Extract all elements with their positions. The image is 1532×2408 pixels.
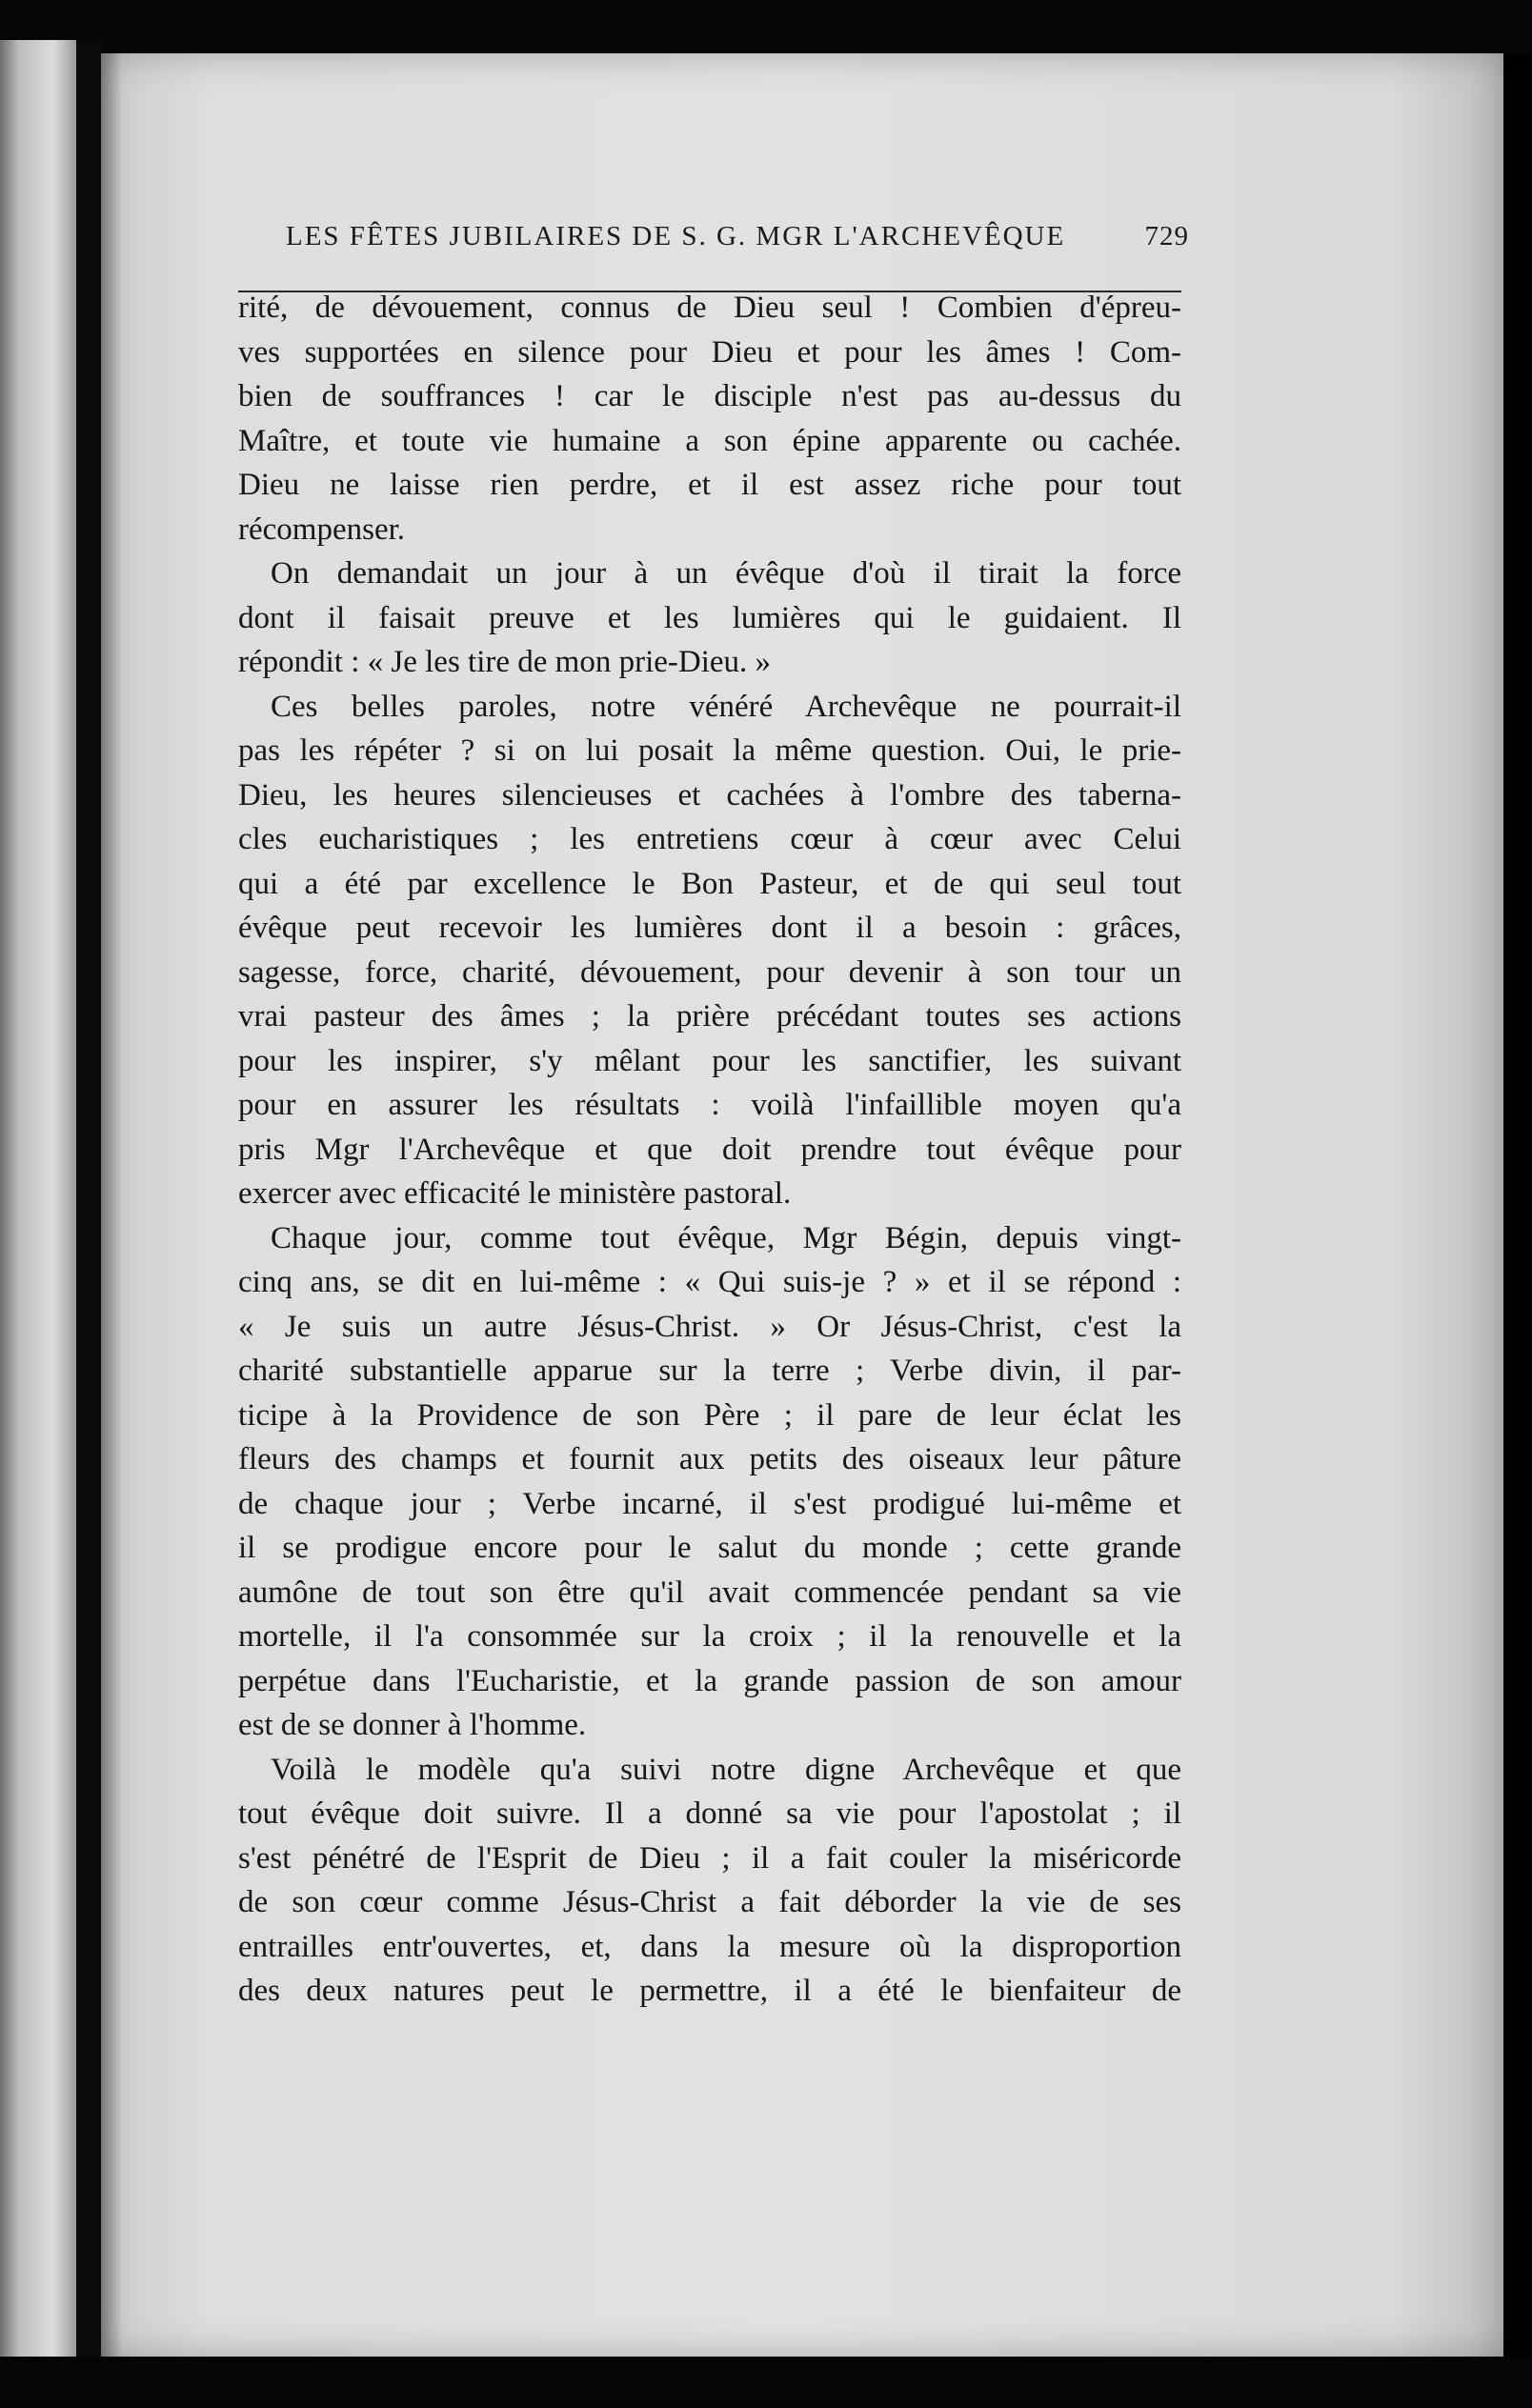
text-line: s'est pénétré de l'Esprit de Dieu ; il a fait couler la miséricorde [238, 1840, 1181, 1876]
text-line: Ces belles paroles, notre vénéré Archevêque ne pourrait-il [271, 689, 1181, 724]
text-line: cinq ans, se dit en lui-même : « Qui suis-je ? » et il se répond : [238, 1265, 1181, 1299]
text-line: exercer avec efficacité le ministère pastoral. [238, 1176, 792, 1211]
text-line: qui a été par excellence le Bon Pasteur, et de qui seul tout [238, 866, 1181, 901]
running-title: LES FÊTES JUBILAIRES DE S. G. MGR L'ARCHEVÊQUE [286, 221, 1066, 251]
text-line: cles eucharistiques ; les entretiens cœur à cœur avec Celui [238, 822, 1181, 856]
paragraph-2 [238, 552, 1181, 685]
text-line: ves supportées en silence pour Dieu et pour les âmes ! Com- [238, 334, 1181, 370]
paragraph-4 [238, 1216, 1181, 1748]
facing-page-edge [0, 40, 76, 2364]
text-line: On demandait un jour à un évêque d'où il tirait la force [271, 556, 1181, 591]
text-line: est de se donner à l'homme. [238, 1708, 587, 1742]
text-line: fleurs des champs et fournit aux petits des oiseaux leur pâture [238, 1442, 1181, 1476]
text-line: pour en assurer les résultats : voilà l'infaillible moyen qu'a [238, 1088, 1181, 1122]
text-line: il se prodigue encore pour le salut du monde ; cette grande [238, 1531, 1181, 1565]
text-line: « Je suis un autre Jésus-Christ. » Or Jésus-Christ, c'est la [238, 1309, 1181, 1344]
text-line: de son cœur comme Jésus-Christ a fait déborder la vie de ses [238, 1885, 1181, 1919]
text-line: aumône de tout son être qu'il avait commencée pendant sa vie [238, 1575, 1181, 1610]
text-line: dont il faisait preuve et les lumières qui le guidaient. Il [238, 600, 1181, 635]
page-number: 729 [1144, 221, 1189, 251]
text-line: des deux natures peut le permettre, il a été le bienfaiteur de [238, 1974, 1181, 2008]
paragraph-5 [238, 1748, 1181, 2014]
paragraph-1 [238, 286, 1181, 552]
text-line: tout évêque doit suivre. Il a donné sa vie pour l'apostolat ; il [238, 1796, 1181, 1831]
text-line: pas les répéter ? si on lui posait la même question. Oui, le prie- [238, 733, 1181, 768]
text-line: ticipe à la Providence de son Père ; il pare de leur éclat les [238, 1397, 1181, 1433]
text-line: perpétue dans l'Eucharistie, et la grande passion de son amour [238, 1663, 1181, 1698]
scan-border-bottom [0, 2357, 1532, 2408]
book-gutter [76, 40, 103, 2383]
paragraph-3 [238, 685, 1181, 1216]
scan-border-top [0, 0, 1532, 55]
text-line: répondit : « Je les tire de mon prie-Dieu. » [238, 645, 772, 679]
text-line: mortelle, il l'a consommée sur la croix ; il la renouvelle et la [238, 1619, 1181, 1654]
text-line: bien de souffrances ! car le disciple n'est pas au-dessus du [238, 379, 1181, 413]
running-head [286, 221, 1189, 252]
text-line: récompenser. [238, 512, 406, 547]
text-line: Voilà le modèle qu'a suivi notre digne Archevêque et que [271, 1752, 1181, 1787]
text-line: de chaque jour ; Verbe incarné, il s'est prodigué lui-même et [238, 1486, 1181, 1521]
text-line: charité substantielle apparue sur la terre ; Verbe divin, il par- [238, 1354, 1181, 1388]
text-line: entrailles entr'ouvertes, et, dans la mesure où la disproportion [238, 1929, 1181, 1964]
text-line: rité, de dévouement, connus de Dieu seul ! Combien d'épreu- [238, 291, 1181, 325]
text-line: évêque peut recevoir les lumières dont il a besoin : grâces, [238, 911, 1181, 945]
body-text [238, 286, 1181, 2014]
text-line: Chaque jour, comme tout évêque, Mgr Bégin, depuis vingt- [271, 1220, 1181, 1255]
text-line: Dieu ne laisse rien perdre, et il est assez riche pour tout [238, 468, 1181, 502]
text-line: pour les inspirer, s'y mêlant pour les sanctifier, les suivant [238, 1043, 1181, 1078]
text-line: Maître, et toute vie humaine a son épine apparente ou cachée. [238, 423, 1181, 458]
text-line: vrai pasteur des âmes ; la prière précédant toutes ses actions [238, 999, 1181, 1033]
text-line: pris Mgr l'Archevêque et que doit prendre tout évêque pour [238, 1132, 1181, 1167]
text-line: sagesse, force, charité, dévouement, pour devenir à son tour un [238, 954, 1181, 990]
text-line: Dieu, les heures silencieuses et cachées à l'ombre des taberna- [238, 777, 1181, 813]
